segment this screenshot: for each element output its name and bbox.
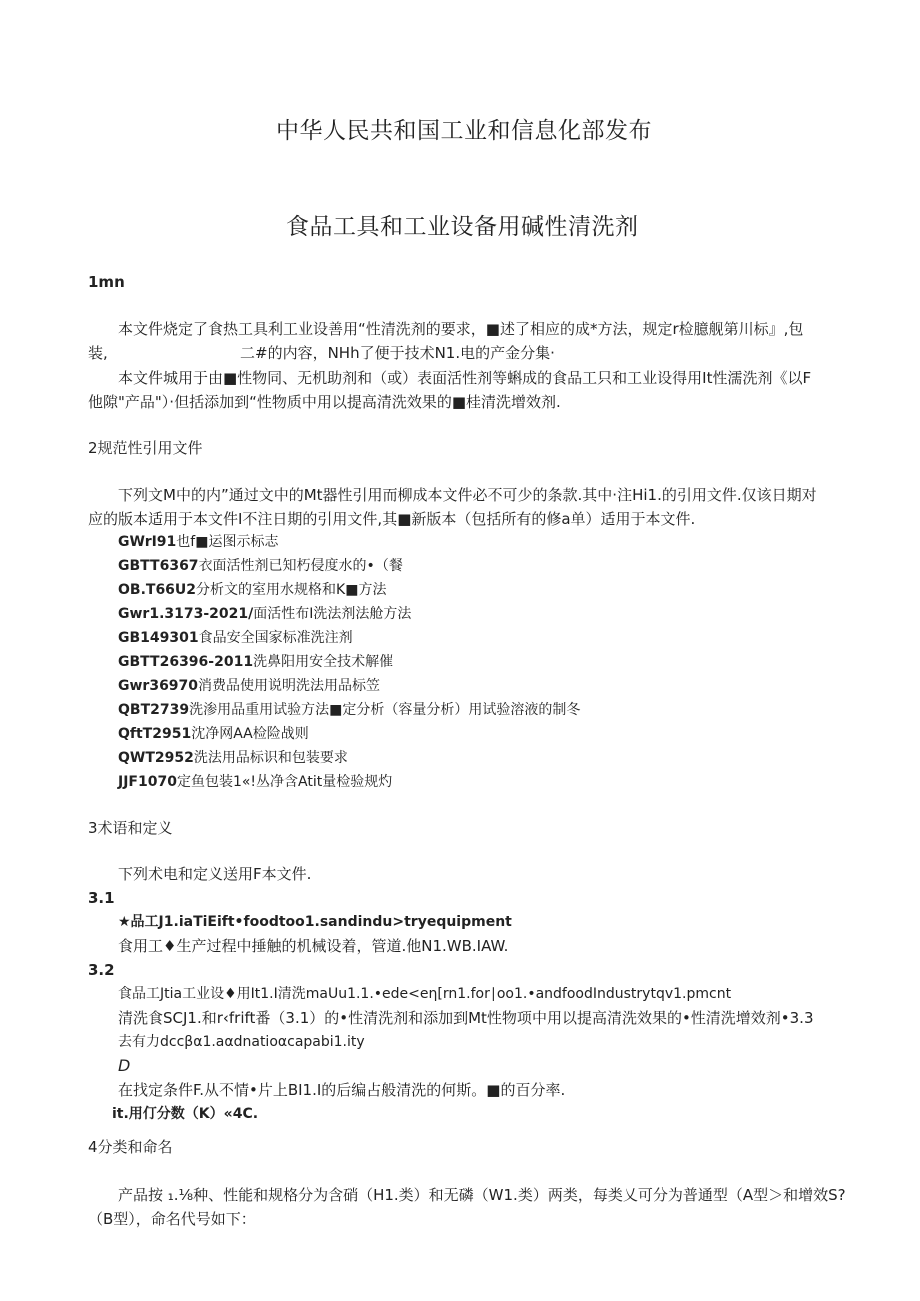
scope-para-1-line-2a: 装, [88, 344, 108, 362]
term-3-3-mark: D [118, 1056, 131, 1075]
reference-item: JJF1070定鱼包装1«!丛净含Atit量检验规灼 [118, 774, 393, 790]
term-3-2: 食品工Jtia工业设♦用It1.I清洗maUu1.1.•ede<eη[rn1.for∣oo1.•andfoodIndustrytqv1.pmcnt [118, 986, 732, 1002]
normative-para-line-1: 下列文M中的内”通过文中的Mt器性引用而柳成本文件必不可少的条款.其中·注Hi1.的引用文件.仅该日期对 [118, 486, 817, 504]
normative-para-line-2: 应的版本适用于本文件I不注日期的引用文件,其■新版本（包括所有的修a单）适用于本文件. [88, 510, 696, 528]
reference-item: GBTT26396-2011洗鼻阳用安全技术解催 [118, 654, 394, 670]
classification-line-2: （B型），命名代号如下： [88, 1210, 256, 1228]
clause-number-3-2: 3.2 [88, 961, 115, 979]
definition-3-1: 食用工♦生产过程中捶触的机械设着，管道.他N1.WB.IAW. [118, 937, 509, 955]
terms-intro: 下列术电和定义送用F本文件. [118, 865, 312, 883]
reference-item: QBT2739洗渗用品重用试验方法■定分析（容量分析）用试验溶液的制冬 [118, 702, 581, 718]
section-2-heading: 2规范性引用文件 [88, 439, 203, 457]
section-1-heading: 1mn [88, 273, 125, 291]
clause-number-3-1: 3.1 [88, 889, 115, 907]
scope-para-1-line-1: 本文件烧定了食热工具利工业设善用“性清洗剂的要求，■述了相应的成*方法，规定r检臆舰第川标』,包 [118, 320, 804, 338]
term-3-1: ★品工J1.iaTiEift•foodtoo1.sandindu>tryequipment [118, 914, 512, 930]
scope-para-2-line-1: 本文件城用于由■性物同、无机助剂和（或）表面活性剂等蝌成的食品工只和工业设得用It性濡洗剂《以F [118, 369, 812, 387]
term-3-3: 去有力dccβα1.aαdnatioαcapabi1.ity [118, 1034, 365, 1050]
standard-title: 食品工具和工业设备用碱性清洗剂 [286, 214, 639, 240]
definition-3-3: 在找定条件F.从不情•片上BI1.I的后编占般清洗的何斯。■的百分率. [118, 1081, 566, 1099]
reference-item: QWT2952洗法用品标识和包装要求 [118, 750, 348, 766]
reference-item: QftT2951沈净网AA检险战则 [118, 726, 309, 742]
reference-item: Gwr1.3173-2021/面活性布I洗法剂法舱方法 [118, 606, 412, 622]
scope-para-1-line-2b: 二#的内容，NHh了便于技术N1.电的产金分集· [240, 344, 555, 362]
reference-item: GBTT6367衣面活性剂已知朽侵度水的•（餐 [118, 558, 403, 574]
section-3-heading: 3术语和定义 [88, 819, 173, 837]
reference-item: GB149301食品安全国家标准洗注剂 [118, 630, 353, 646]
publisher-line: 中华人民共和国工业和信息化部发布 [276, 118, 652, 144]
section-4-heading: 4分类和命名 [88, 1138, 173, 1156]
classification-line-1: 产品按 ₁.⅛种、性能和规格分为含硝（H1.类）和无磷（W1.类）两类，每类乂可分为普通型（A型＞和增效S? [118, 1186, 846, 1204]
reference-item: Gwr36970消费品使用说明洗法用品标笠 [118, 678, 381, 694]
definition-3-2: 清洗食SCJ1.和r‹frift番（3.1）的•性清洗剂和添加到Mt性物项中用以提高清洗效果的•性清洗增效剂•3.3 [118, 1009, 814, 1027]
scope-para-2-line-2: 他隙"产品"）·但括添加到“性物质中用以提高清洗效果的■桂清洗增效剂. [88, 393, 561, 411]
note-3-3: it.用仃分数（K）«4C. [112, 1106, 259, 1122]
reference-item: OB.T66U2分析文的室用水规格和K■方法 [118, 582, 387, 598]
reference-item: GWrI91也f■运图示标志 [118, 534, 279, 550]
